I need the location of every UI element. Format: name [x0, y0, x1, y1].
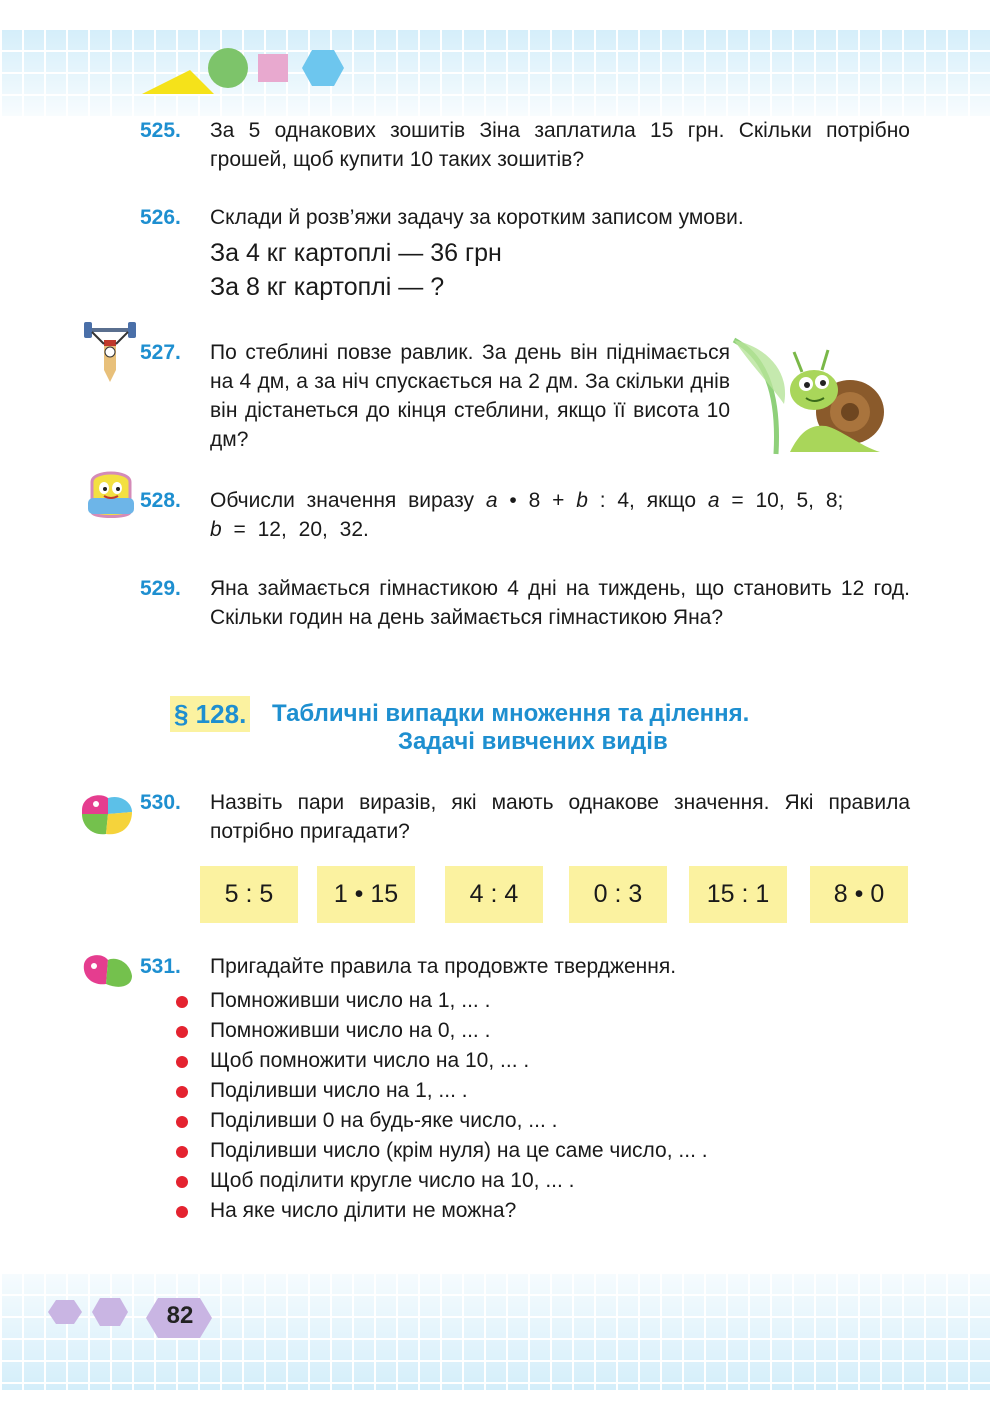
task-529: [140, 574, 910, 632]
section-title-line-1: Табличні випадки множення та ділення.: [272, 700, 750, 727]
expression-card: 4 : 4: [445, 866, 543, 923]
task-text: По стеблині повзе равлик. За день він піднімається на 4 дм, а за ніч спускається на 2 дм. За скільки днів він дістанеться до кінця стеблини, якщо її висота 10 дм?: [210, 341, 730, 451]
list-item: [170, 1106, 910, 1136]
statement-text: Помноживши число на 0, ... .: [210, 1019, 491, 1042]
section-number: § 128.: [170, 696, 250, 732]
task-number: 527.: [140, 341, 181, 364]
variable-b: b: [210, 518, 222, 541]
list-item: [170, 1196, 910, 1226]
section-title-line-2: Задачі вивчених видів: [398, 728, 668, 755]
expr-text: = 12, 20, 32.: [221, 518, 369, 541]
task-number: 526.: [140, 206, 181, 229]
puzzle-pair-icon: [80, 950, 136, 992]
task-text: Склади й розв’яжи задачу за коротким записом умови.: [210, 206, 744, 229]
task-number: 529.: [140, 577, 181, 600]
list-item: [170, 1046, 910, 1076]
page-number: 82: [166, 1302, 194, 1329]
bullet-dot-icon: [176, 1086, 188, 1098]
square-shape: [258, 54, 288, 82]
task-text: За 5 однакових зошитів Зіна заплатила 15 грн. Скільки потрібно грошей, щоб купити 10 таких зошитів?: [210, 119, 910, 171]
bullet-dot-icon: [176, 1116, 188, 1128]
expr-text: Обчисли значення виразу: [210, 489, 486, 512]
list-item: [170, 1076, 910, 1106]
task-text: Пригадайте правила та продовжте твердження.: [210, 955, 677, 978]
task-text: Яна займається гімнастикою 4 дні на тиждень, що становить 12 год. Скільки годин на день займається гімнастикою Яна?: [210, 577, 910, 629]
statement-text: Помноживши число на 1, ... .: [210, 989, 491, 1012]
task-525: [140, 116, 910, 174]
statements-list: [170, 986, 910, 1226]
expr-text: : 4, якщо: [587, 489, 708, 512]
hexagon-shape: [302, 50, 344, 86]
puzzle-group-icon: [78, 790, 136, 838]
snail-illustration: [730, 334, 905, 464]
variable-b: b: [576, 489, 588, 512]
variable-a: a: [707, 489, 720, 512]
expr-text: • 8 +: [497, 489, 577, 512]
statement-text: Поділивши число на 1, ... .: [210, 1079, 468, 1102]
bullet-dot-icon: [176, 1026, 188, 1038]
statement-text: Поділивши число (крім нуля) на це саме число, ... .: [210, 1139, 708, 1162]
statement-text: На яке число ділити не можна?: [210, 1199, 517, 1222]
statement-text: Щоб помножити число на 10, ... .: [210, 1049, 530, 1072]
geometric-shapes-header: [140, 44, 350, 96]
task-text: Назвіть пари виразів, які мають однакове значення. Які правила потрібно пригадати?: [210, 791, 910, 843]
expression-card: 1 • 15: [317, 866, 415, 923]
task-528: [140, 486, 910, 544]
expression-card: 8 • 0: [810, 866, 908, 923]
list-item: [170, 1016, 910, 1046]
task-number: 530.: [140, 791, 181, 814]
condition-line-2: За 8 кг картоплі — ?: [210, 273, 445, 301]
list-item: [170, 1136, 910, 1166]
circle-shape: [208, 48, 248, 88]
triangle-shape: [142, 70, 214, 94]
statement-text: Поділивши 0 на будь-яке число, ... .: [210, 1109, 558, 1132]
statement-text: Щоб поділити кругле число на 10, ... .: [210, 1169, 575, 1192]
backpack-icon: [84, 464, 138, 520]
bullet-dot-icon: [176, 996, 188, 1008]
list-item: [170, 986, 910, 1016]
condition-line-1: За 4 кг картоплі — 36 грн: [210, 239, 502, 267]
bullet-dot-icon: [176, 1206, 188, 1218]
bullet-dot-icon: [176, 1056, 188, 1068]
task-531: [140, 952, 910, 981]
task-526: [140, 203, 910, 304]
bullet-dot-icon: [176, 1146, 188, 1158]
task-text: [210, 486, 910, 544]
variable-a: a: [485, 489, 498, 512]
task-number: 528.: [140, 489, 181, 512]
bullet-dot-icon: [176, 1176, 188, 1188]
expression-card: 5 : 5: [200, 866, 298, 923]
expr-text: = 10, 5, 8;: [719, 489, 844, 512]
list-item: [170, 1166, 910, 1196]
task-number: 525.: [140, 119, 181, 142]
expression-cards: [200, 866, 910, 924]
task-530: [140, 788, 910, 846]
task-number: 531.: [140, 955, 181, 978]
expression-card: 0 : 3: [569, 866, 667, 923]
task-527: [140, 338, 730, 454]
weightlifter-pencil-icon: [82, 322, 138, 384]
expression-card: 15 : 1: [689, 866, 787, 923]
